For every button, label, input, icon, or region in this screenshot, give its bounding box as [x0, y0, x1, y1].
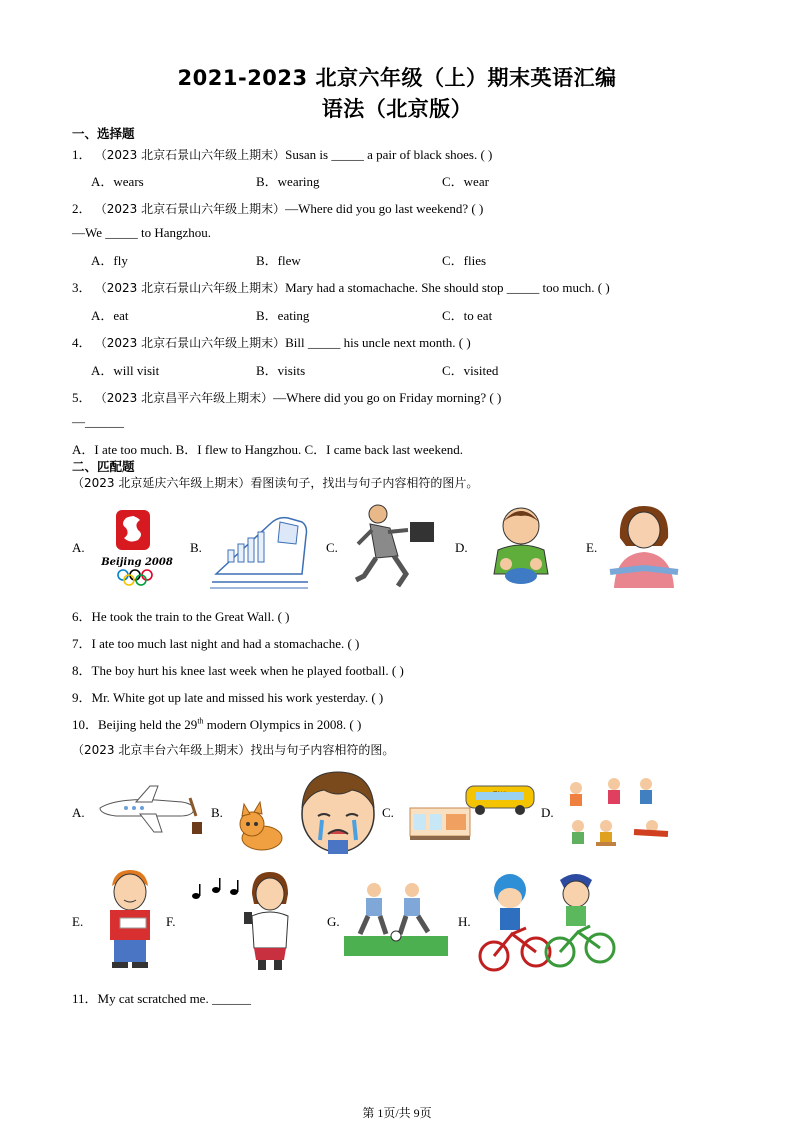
question-text: —Where did you go last weekend? ( ): [285, 201, 484, 216]
taxi-bus-icon: [406, 780, 538, 844]
option-a: A．fly: [91, 253, 128, 268]
question-text: Mary had a stomachache. She should stop _____ too much. ( ): [285, 280, 610, 295]
question-text: My cat scratched me. ______: [97, 991, 251, 1006]
question-text: The boy hurt his knee last week when he played football. ( ): [91, 663, 404, 678]
question-number: 6．: [72, 609, 92, 624]
section-heading-choice: 一、选择题: [72, 126, 135, 141]
question-text-post: modern Olympics in 2008. ( ): [203, 717, 362, 732]
question-5: [72, 387, 501, 406]
picture-label-d: D.: [455, 540, 468, 555]
group1-instruction: （2023 北京延庆六年级上期末）看图读句子，找出与句子内容相符的图片。: [72, 476, 479, 490]
kids-sports-icon: [562, 776, 674, 848]
question-number: 4．: [72, 335, 92, 350]
question-3: [72, 277, 610, 296]
page-title: 2021-2023 北京六年级（上）期末英语汇编: [177, 66, 617, 90]
question-source: （2023 北京昌平六年级上期末）: [94, 391, 274, 405]
singing-girl-icon: [188, 868, 312, 972]
cycling-kids-icon: [476, 868, 616, 976]
question-text: He took the train to the Great Wall. ( ): [91, 609, 290, 624]
cat-icon: [232, 798, 288, 854]
question-text: Susan is _____ a pair of black shoes. ( ): [285, 147, 493, 162]
running-man-icon: [352, 500, 442, 590]
question-7: [72, 633, 359, 652]
question-source: （2023 北京石景山六年级上期末）: [94, 202, 286, 216]
question-8: [72, 660, 404, 679]
option-b: B．eating: [256, 308, 310, 323]
question-number: 5．: [72, 390, 92, 405]
page-footer: 第 1页/共 9页: [362, 1106, 432, 1120]
question-source: （2023 北京石景山六年级上期末）: [94, 148, 286, 162]
question-number: 9．: [72, 690, 92, 705]
picture-label-d: D.: [541, 805, 554, 820]
picture-label-c: C.: [326, 540, 338, 555]
group2-instruction: （2023 北京丰台六年级上期末）找出与句子内容相符的图。: [72, 743, 395, 757]
question-9: [72, 687, 383, 706]
option-b: B．visits: [256, 363, 306, 378]
option-c: C．flies: [442, 253, 487, 268]
question-number: 7．: [72, 636, 92, 651]
question-text: I ate too much last night and had a stomachache. ( ): [91, 636, 360, 651]
question-1: [72, 144, 492, 163]
picture-label-a: A.: [72, 805, 85, 820]
question-4: [72, 332, 471, 351]
option-c: C．wear: [442, 174, 489, 189]
question-number: 10．: [72, 717, 99, 732]
question-number: 3．: [72, 280, 92, 295]
question-2-line2: —We _____ to Hangzhou.: [72, 225, 212, 240]
question-source: （2023 北京石景山六年级上期末）: [94, 281, 286, 295]
logo-text: Beijing 2008: [101, 557, 173, 568]
section-heading-matching: 二、匹配题: [72, 459, 135, 474]
picture-label-b: B.: [190, 540, 202, 555]
option-b: B．wearing: [256, 174, 320, 189]
question-number: 1．: [72, 147, 92, 162]
option-a: A．eat: [91, 308, 129, 323]
question-5-options: A．I ate too much. B．I flew to Hangzhou. C．I came back last weekend.: [72, 442, 463, 457]
question-5-line2: —______: [72, 414, 124, 429]
crying-boy-icon: [296, 768, 380, 856]
question-11: [72, 988, 251, 1007]
football-players-icon: [344, 878, 448, 956]
option-c: C．visited: [442, 363, 499, 378]
question-number: 2．: [72, 201, 92, 216]
picture-label-h: H.: [458, 914, 471, 929]
option-c: C．to eat: [442, 308, 493, 323]
ordinal-suffix: th: [197, 716, 204, 726]
hurt-knee-boy-icon: [486, 504, 556, 590]
picture-label-c: C.: [382, 805, 394, 820]
picture-label-a: A.: [72, 540, 85, 555]
injured-boy-icon: [98, 868, 160, 972]
question-number: 8．: [72, 663, 92, 678]
picture-label-e: E.: [72, 914, 84, 929]
option-b: B．flew: [256, 253, 301, 268]
picture-label-e: E.: [586, 540, 598, 555]
question-6: [72, 606, 290, 625]
question-source: （2023 北京石景山六年级上期末）: [94, 336, 286, 350]
question-text-pre: Beijing held the 29: [98, 717, 198, 732]
train-icon: [210, 502, 310, 590]
question-10: [72, 714, 361, 733]
olympics-logo-icon: [100, 506, 176, 586]
question-text: Mr. White got up late and missed his work yesterday. ( ): [91, 690, 384, 705]
page-subtitle: 语法（北京版）: [321, 97, 473, 121]
picture-label-g: G.: [327, 914, 340, 929]
question-text: Bill _____ his uncle next month. ( ): [285, 335, 471, 350]
stomachache-woman-icon: [604, 502, 684, 588]
airplane-icon: [96, 782, 208, 838]
question-2: [72, 198, 483, 217]
picture-label-b: B.: [211, 805, 223, 820]
option-a: A．will visit: [91, 363, 160, 378]
question-number: 11．: [72, 991, 98, 1006]
picture-label-f: F.: [166, 914, 176, 929]
question-text: —Where did you go on Friday morning? ( ): [273, 390, 502, 405]
option-a: A．wears: [91, 174, 144, 189]
